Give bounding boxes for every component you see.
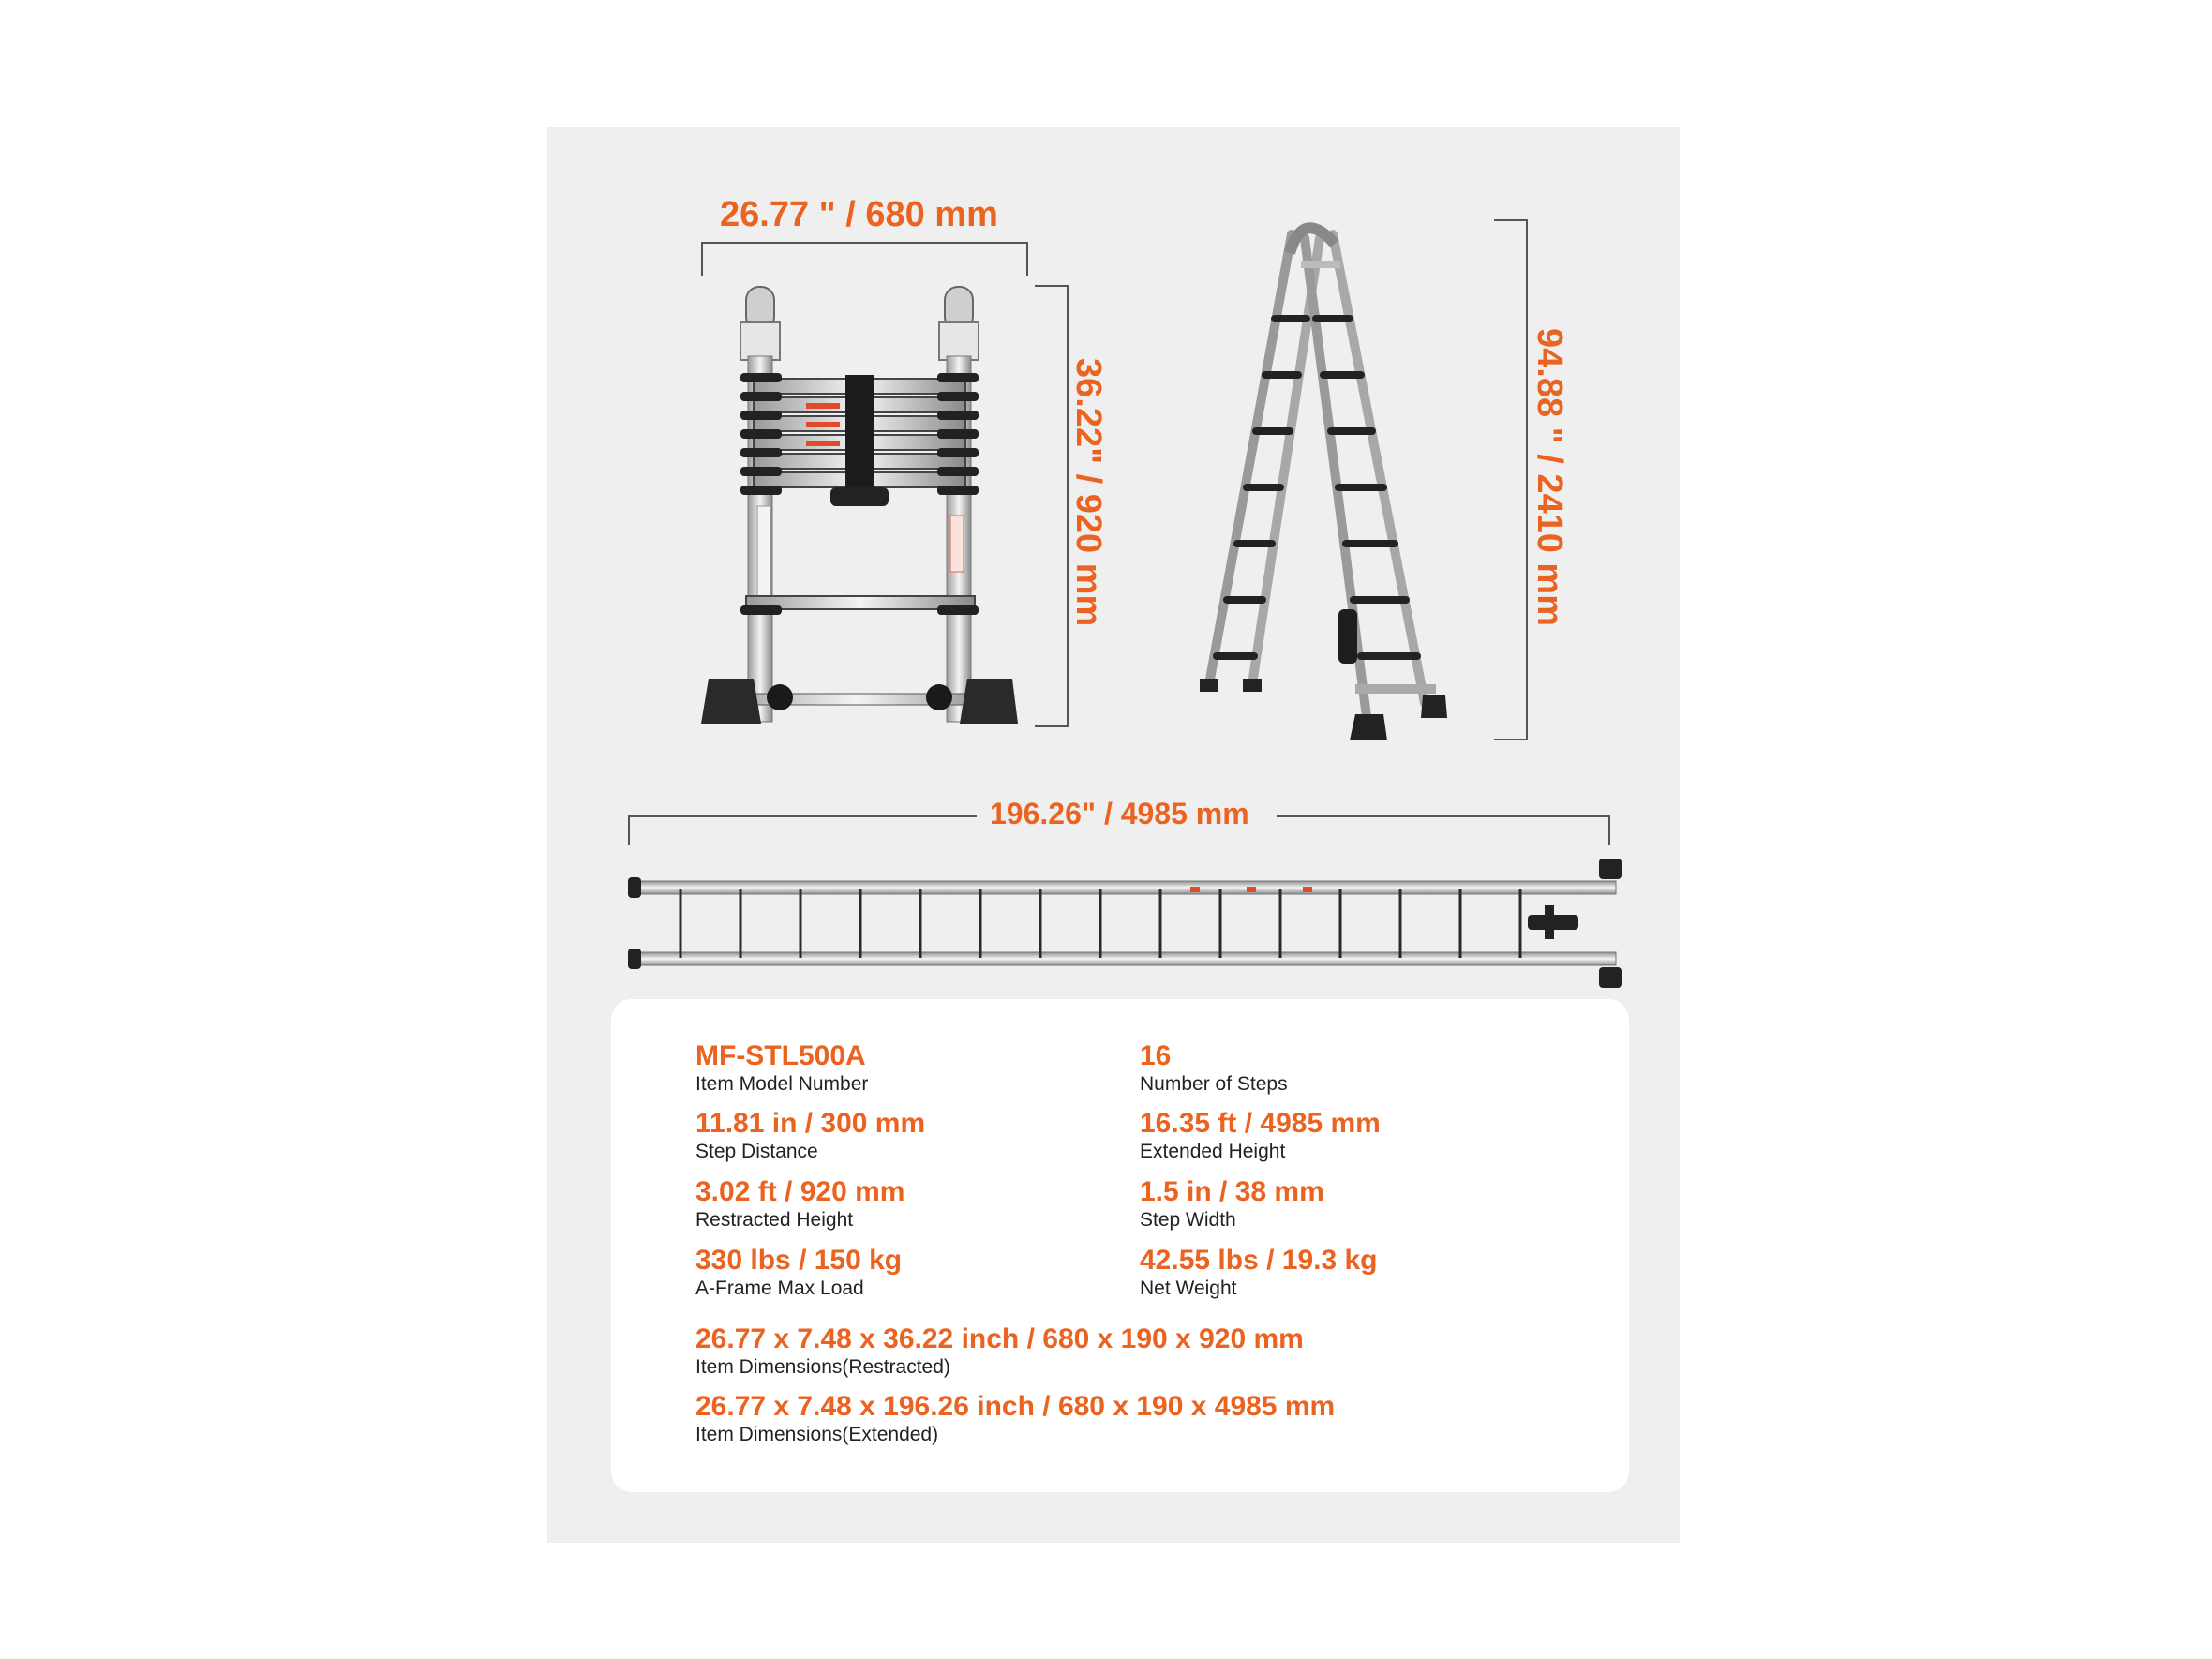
spec-net-weight	[1140, 1245, 1378, 1301]
spec-extended-height	[1140, 1108, 1381, 1164]
spec-label: A-Frame Max Load	[695, 1278, 864, 1299]
folded-height-bracket	[1035, 285, 1069, 727]
spec-label: Net Weight	[1140, 1278, 1237, 1299]
spec-model-number	[695, 1040, 868, 1097]
spec-retracted-height	[695, 1176, 904, 1233]
spec-value: MF-STL500A	[695, 1040, 866, 1071]
spec-step-width	[1140, 1176, 1324, 1233]
spec-dimensions-extended	[695, 1391, 1335, 1447]
spec-label: Item Dimensions(Extended)	[695, 1424, 939, 1445]
spec-max-load	[695, 1245, 902, 1301]
spec-number-of-steps	[1140, 1040, 1288, 1097]
folded-height-label: 36.22" / 920 mm	[1069, 358, 1108, 627]
folded-ladder-image	[694, 281, 1031, 731]
extended-length-bracket-left	[628, 815, 977, 845]
spec-value: 26.77 x 7.48 x 196.26 inch / 680 x 190 x 4985 mm	[695, 1391, 1336, 1422]
spec-label: Item Dimensions(Restracted)	[695, 1356, 950, 1378]
spec-label: Item Model Number	[695, 1073, 869, 1095]
spec-label: Number of Steps	[1140, 1073, 1288, 1095]
aframe-height-label: 94.88 " / 2410 mm	[1530, 328, 1569, 627]
spec-label: Step Distance	[695, 1141, 818, 1162]
spec-value: 16	[1140, 1040, 1172, 1071]
spec-step-distance	[695, 1108, 925, 1164]
spec-label: Step Width	[1140, 1209, 1236, 1231]
spec-dimensions-retracted	[695, 1323, 1304, 1380]
spec-label: Extended Height	[1140, 1141, 1286, 1162]
spec-value: 330 lbs / 150 kg	[695, 1245, 903, 1276]
spec-value: 16.35 ft / 4985 mm	[1140, 1108, 1381, 1139]
spec-label: Restracted Height	[695, 1209, 854, 1231]
extended-length-bracket-right	[1277, 815, 1610, 845]
spec-value: 26.77 x 7.48 x 36.22 inch / 680 x 190 x 920 mm	[695, 1323, 1304, 1354]
spec-value: 42.55 lbs / 19.3 kg	[1140, 1245, 1378, 1276]
folded-width-bracket	[701, 242, 1028, 276]
extended-ladder-image	[628, 849, 1622, 990]
spec-value: 1.5 in / 38 mm	[1140, 1176, 1324, 1207]
aframe-ladder-image	[1200, 216, 1500, 740]
spec-value: 3.02 ft / 920 mm	[695, 1176, 905, 1207]
extended-length-label: 196.26" / 4985 mm	[990, 797, 1249, 830]
folded-width-label: 26.77 " / 680 mm	[720, 195, 998, 234]
spec-value: 11.81 in / 300 mm	[695, 1108, 926, 1139]
